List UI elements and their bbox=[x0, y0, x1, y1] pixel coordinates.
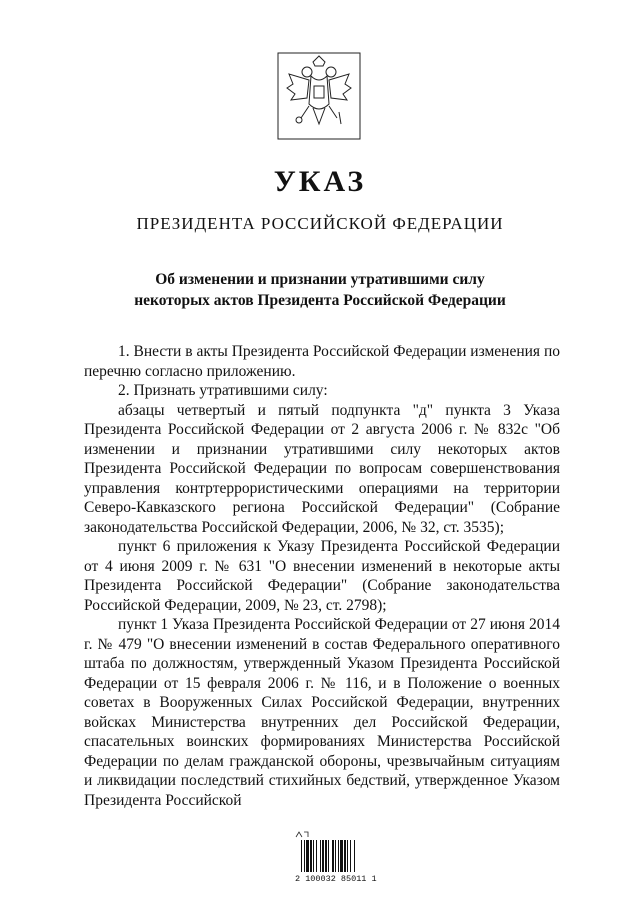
barcode-number: 2 100032 85011 1 bbox=[295, 874, 377, 884]
barcode bbox=[295, 830, 395, 890]
paragraph-repealed-3: пункт 1 Указа Президента Российской Федерации от 27 июня 2014 г. № 479 "О внесении изменений в состав Федерального оперативного штаба по должностям, утвержденный Указом Президента Российской Федерации от 15 февраля 2006 г. № 116, и в Положение о военных советах в Вооруженных Силах Российской Федерации, внутренних войсках Министерства внутренних дел Российской Федерации, спасательных воинских формированиях Министерства Российской Федерации по делам гражданской обороны, чрезвычайным ситуациям и ликвидации последствий стихийных бедствий, утвержденное Указом Президента Российской bbox=[84, 616, 560, 809]
barcode-mark-icon bbox=[295, 830, 309, 838]
document-body bbox=[84, 342, 560, 810]
heading-line-2: некоторых актов Президента Российской Федерации bbox=[134, 292, 506, 309]
state-emblem-icon bbox=[277, 52, 361, 140]
heading-line-1: Об изменении и признании утратившими силу bbox=[155, 271, 485, 288]
document-heading bbox=[0, 269, 640, 311]
document-subtitle: ПРЕЗИДЕНТА РОССИЙСКОЙ ФЕДЕРАЦИИ bbox=[136, 214, 504, 233]
paragraph-item-1: 1. Внести в акты Президента Российской Федерации изменения по перечню согласно приложению. bbox=[84, 343, 560, 380]
paragraph-repealed-2: пункт 6 приложения к Указу Президента Российской Федерации от 4 июня 2009 г. № 631 "О внесении изменений в некоторые акты Президента Российской Федерации" (Собрание законодательства Российской Федерации, 2009, № 23, ст. 2798); bbox=[84, 538, 560, 614]
paragraph-item-2: 2. Признать утратившими силу: bbox=[118, 382, 328, 399]
paragraph-repealed-1: абзацы четвертый и пятый подпункта "д" пункта 3 Указа Президента Российской Федерации от 2 августа 2006 г. № 832с "Об изменении и признании утратившими силу некоторых актов Президента Российской Федерации по вопросам совершенствования управления контртеррористическими операциями на территории Северо-Кавказского региона Российской Федерации" (Собрание законодательства Российской Федерации, 2006, № 32, ст. 3535); bbox=[84, 401, 560, 536]
barcode-bars-icon bbox=[301, 840, 379, 872]
document-title: УКАЗ bbox=[273, 165, 367, 198]
